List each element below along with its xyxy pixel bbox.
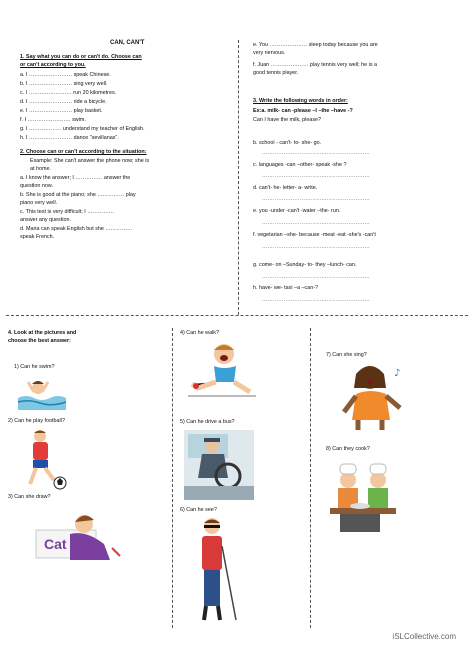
injured-boy-picture (184, 340, 260, 402)
picture-column-divider-2 (310, 328, 311, 628)
s3-item-e: e. you -under -can't -water –the- run. (253, 208, 341, 214)
footer-watermark: iSLCollective.com (392, 632, 456, 641)
s3-answer-line-f: …………………………………………………… (262, 244, 370, 250)
s2-d-line2: speak French. (20, 234, 55, 240)
s3-answer-line-e: …………………………………………………… (262, 220, 370, 226)
question-8: 8) Can they cook? (326, 446, 370, 452)
s1-item-c: c. I …………………… run 20 kilometres. (20, 90, 117, 96)
s3-item-c: c. languages -can –other- speak -she ? (253, 162, 347, 168)
blind-boy-picture (186, 516, 242, 626)
question-1: 1) Can he swim? (14, 364, 55, 370)
s2-f-line1: f. Juan ………………… play tennis very well; he is a (253, 62, 378, 68)
question-7: 7) Can she sing? (326, 352, 367, 358)
s3-example-line1: Ex:a. milk- can -please –I –the –have -? (253, 108, 353, 114)
singing-girl-picture (336, 362, 410, 432)
s2-b-line2: piano very well. (20, 200, 58, 206)
s3-answer-line-b: …………………………………………………… (262, 150, 370, 156)
drawing-girl-picture (26, 504, 122, 566)
s2-e-line1: e. You ………………… sleep today because you are (253, 42, 378, 48)
s2-b-line1: b. She is good at the piano; she …………… play (20, 192, 136, 198)
s1-item-b: b. I …………………… sing very well. (20, 81, 108, 87)
s2-example-line2: at home. (30, 166, 51, 172)
s3-answer-line-d: …………………………………………………… (262, 196, 370, 202)
s2-c-line2: answer any question. (20, 217, 71, 223)
s2-example-line1: Example: She can't answer the phone now; she is (30, 158, 150, 164)
swimming-boy-picture (16, 372, 68, 410)
s1-item-g: g. I ……………… understand my teacher of English. (20, 126, 145, 132)
question-6: 6) Can he see? (180, 507, 217, 513)
question-2: 2) Can he play football? (8, 418, 65, 424)
section-divider (6, 315, 468, 316)
section-4-heading-line2: choose the best answer: (8, 338, 71, 344)
section-4-heading-line1: 4. Look at the pictures and (8, 330, 77, 336)
picture-column-divider-1 (172, 328, 173, 628)
s1-item-h: h. I …………………… dance "sevillanas". (20, 135, 119, 141)
svg-text:♪: ♪ (394, 368, 401, 379)
s2-c-line1: c. This test is very difficult; I …………… (20, 209, 115, 215)
s3-answer-line-h: …………………………………………………… (262, 297, 370, 303)
s2-e-line2: very nervous. (253, 50, 286, 56)
s3-example-line2: Can I have the milk, please? (253, 117, 322, 123)
section-3-heading: 3. Write the following words in order: (253, 98, 348, 104)
s3-item-b: b. school - can't- to- she- go. (253, 140, 322, 146)
s2-a-line2: question now. (20, 183, 53, 189)
s1-item-d: d. I …………………… ride a bicycle. (20, 99, 107, 105)
svg-text:Cat: Cat (44, 536, 67, 552)
s3-item-g: g. come- on –Sunday- to- they –lunch- can. (253, 262, 357, 268)
s1-item-a: a. I …………………… speak Chinese. (20, 72, 111, 78)
football-boy-picture (14, 428, 72, 490)
s2-a-line1: a. I know the answer; I …………… answer the (20, 175, 131, 181)
bus-driver-picture (184, 430, 254, 500)
s2-d-line1: d. Maria can speak English but she …………… (20, 226, 133, 232)
column-divider (238, 40, 239, 315)
section-1-heading-line1: 1. Say what you can do or can't do. Choose can (20, 54, 142, 60)
cooking-children-picture (326, 462, 400, 536)
question-4: 4) Can he walk? (180, 330, 219, 336)
s3-item-h: h. have- we- taxi –a –can-? (253, 285, 319, 291)
worksheet-title: CAN, CAN'T (110, 40, 145, 46)
s1-item-e: e. I …………………… play basket. (20, 108, 103, 114)
s3-answer-line-c: …………………………………………………… (262, 173, 370, 179)
s1-item-f: f. I …………………… swim. (20, 117, 86, 123)
s3-item-d: d. can't- he- letter- a- write. (253, 185, 318, 191)
question-5: 5) Can he drive a bus? (180, 419, 235, 425)
section-1-heading-line2: or can't according to you. (20, 62, 86, 68)
s2-f-line2: good tennis player. (253, 70, 299, 76)
s3-item-f: f. vegetarian –she- because -meat -eat -she's -can't (253, 232, 376, 238)
s3-answer-line-g: …………………………………………………… (262, 274, 370, 280)
question-3: 3) Can she draw? (8, 494, 51, 500)
section-2-heading: 2. Choose can or can't according to the situation: (20, 149, 147, 155)
